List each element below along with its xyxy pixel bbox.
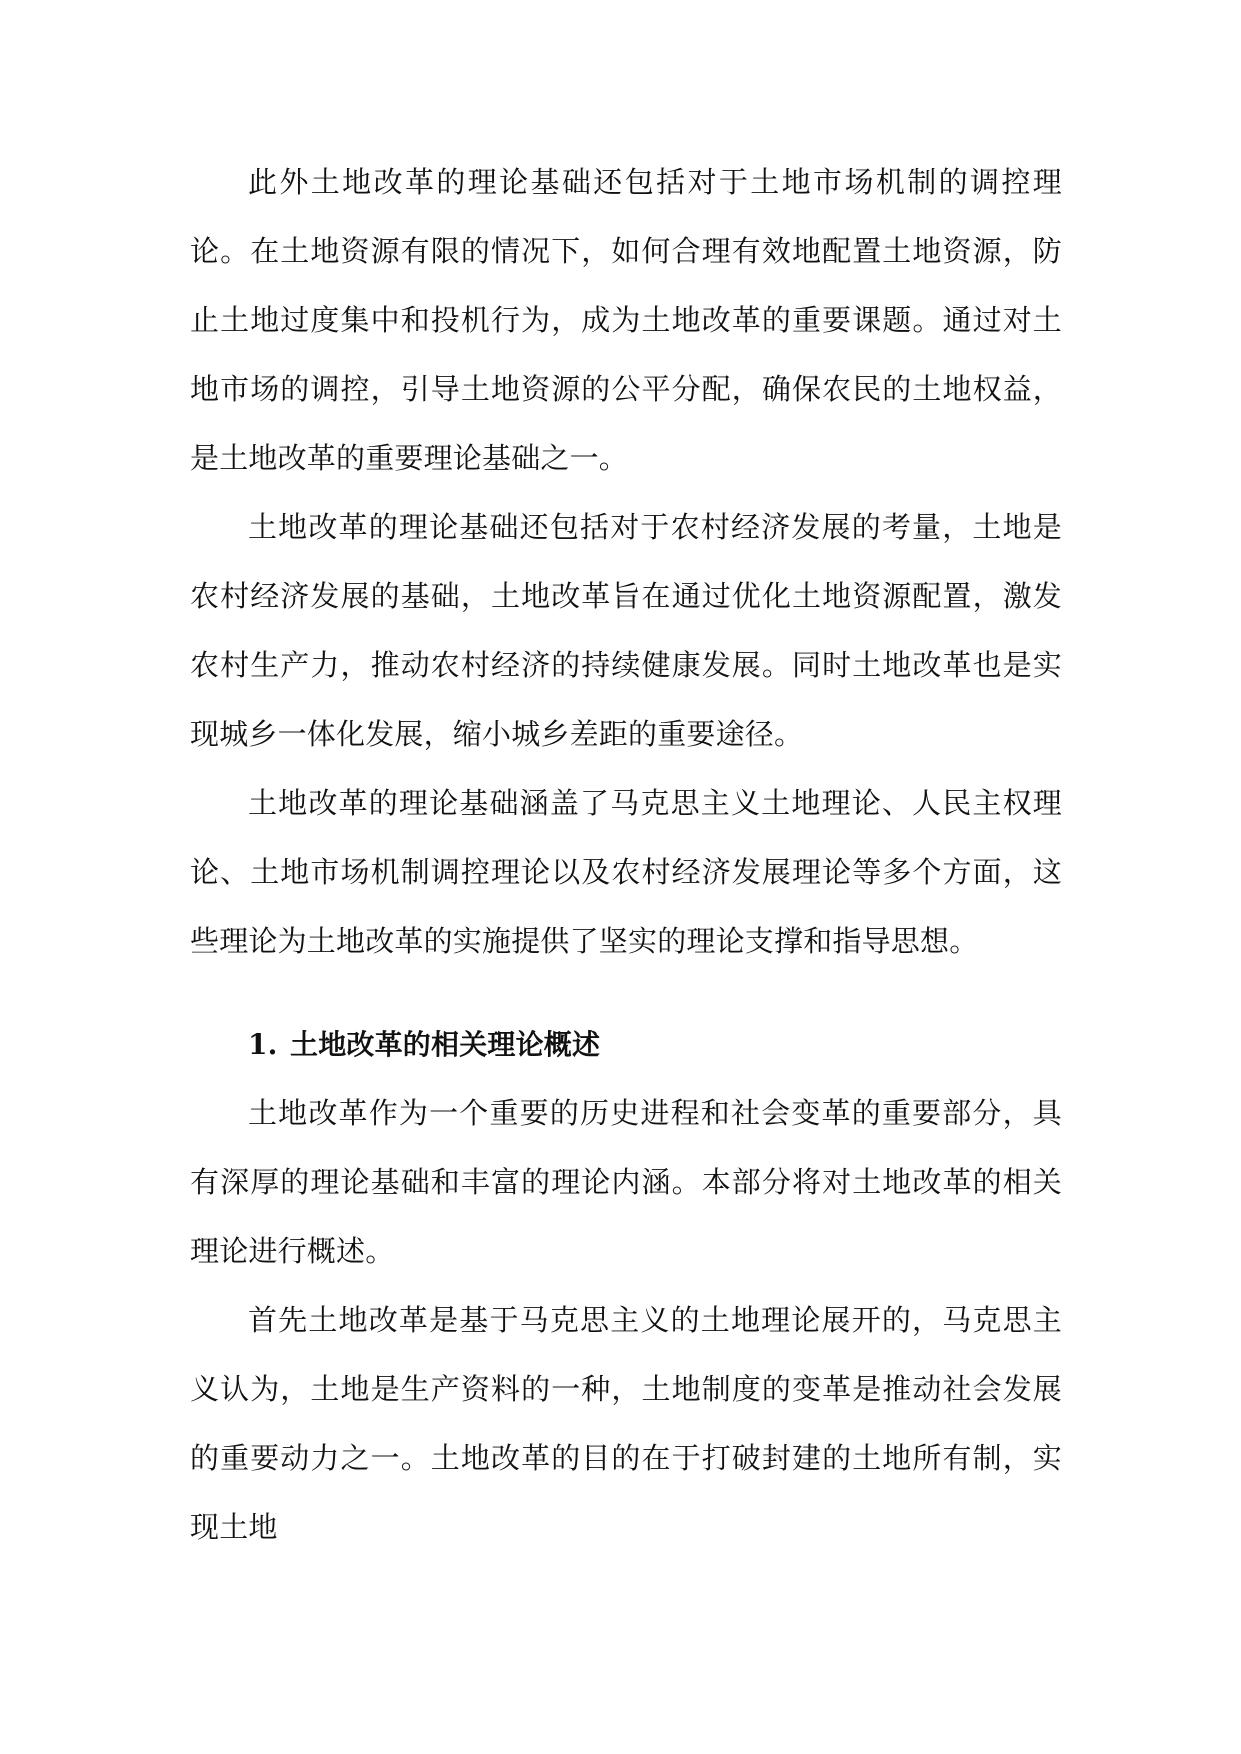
document-body [190, 148, 1062, 1562]
section-number: 1. [248, 1028, 278, 1061]
paragraph-rural-economy: 土地改革的理论基础还包括对于农村经济发展的考量，土地是农村经济发展的基础，土地改革旨在通过优化土地资源配置，激发农村生产力，推动农村经济的持续健康发展。同时土地改革也是实现城乡一体化发展，缩小城乡差距的重要途径。 [190, 510, 1062, 751]
paragraph-land-market-regulation: 此外土地改革的理论基础还包括对于土地市场机制的调控理论。在土地资源有限的情况下，如何合理有效地配置土地资源，防止土地过度集中和投机行为，成为土地改革的重要课题。通过对土地市场的调控，引导土地资源的公平分配，确保农民的土地权益，是土地改革的重要理论基础之一。 [190, 165, 1062, 475]
paragraph-theory-summary: 土地改革的理论基础涵盖了马克思主义土地理论、人民主权理论、土地市场机制调控理论以及农村经济发展理论等多个方面，这些理论为土地改革的实施提供了坚实的理论支撑和指导思想。 [190, 786, 1062, 958]
section-title: 土地改革的相关理论概述 [290, 1028, 601, 1061]
section-heading [190, 1010, 1062, 1079]
paragraph-overview-intro: 土地改革作为一个重要的历史进程和社会变革的重要部分，具有深厚的理论基础和丰富的理论内涵。本部分将对土地改革的相关理论进行概述。 [190, 1096, 1062, 1268]
paragraph-marxist-theory: 首先土地改革是基于马克思主义的土地理论展开的，马克思主义认为，土地是生产资料的一种，土地制度的变革是推动社会发展的重要动力之一。土地改革的目的在于打破封建的土地所有制，实现土地 [190, 1303, 1062, 1544]
